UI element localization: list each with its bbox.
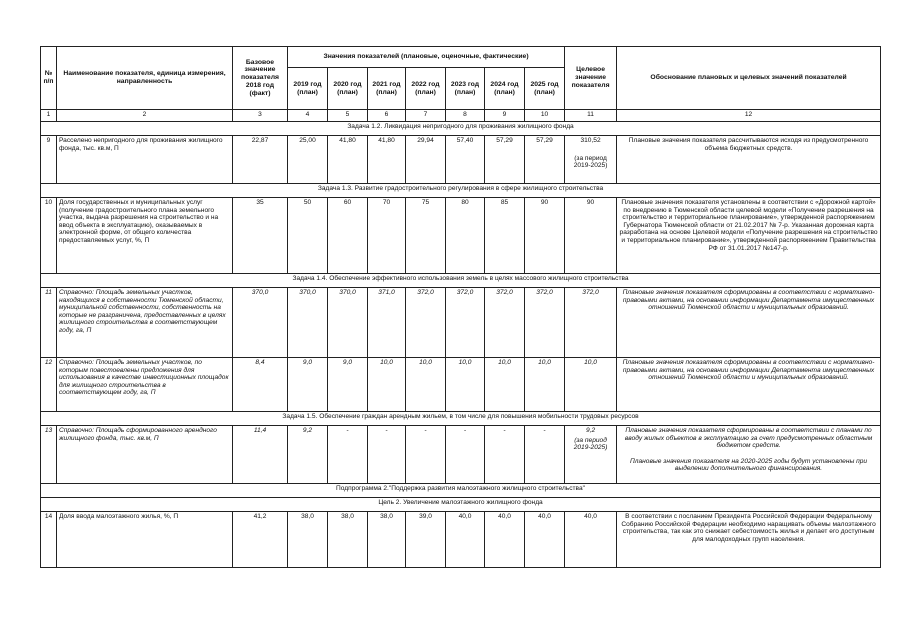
value-2021: - [368, 426, 406, 484]
value-2020: 370,0 [328, 288, 368, 358]
col-number: 9 [485, 110, 525, 122]
header-year-2024: 2024 год (план) [485, 68, 525, 110]
basis-text: Плановые значения показателя сформированы в соответствии с нормативно-правовыми актами, на основании информации Департамента имущественных отношений Тюменской области и муниципальных образований. [617, 358, 881, 412]
section-title: Задача 1.5. Обеспечение граждан арендным жильем, в том числе для повышения мобильности трудовых ресурсов [41, 412, 881, 426]
header-num: № п/п [41, 47, 57, 110]
col-number: 5 [328, 110, 368, 122]
target-value [565, 426, 617, 484]
col-number: 12 [617, 110, 881, 122]
target-value [565, 136, 617, 184]
col-number: 8 [446, 110, 485, 122]
col-number: 1 [41, 110, 57, 122]
subprogram-title: Подпрограмма 2."Поддержка развития малоэтажного жилищного строительства" [41, 484, 881, 498]
basis-text: Плановые значения показателя рассчитываются исходя из предусмотренного объема бюджетных средств. [617, 136, 881, 184]
value-2019: 9,0 [288, 358, 328, 412]
target-value: 10,0 [565, 358, 617, 412]
row-num: 14 [41, 512, 57, 568]
value-2025: 372,0 [525, 288, 565, 358]
col-number: 7 [406, 110, 446, 122]
header-year-2021: 2021 год (план) [368, 68, 406, 110]
value-2022: 10,0 [406, 358, 446, 412]
basis-text: Плановые значения показателя установлены в соответствии с «Дорожной картой» по внедрению в Тюменской области целевой модели «Получение разрешения на строительство и территориальное планирование», утвержденной распоряжением Губернатора Тюменской области от 21.02.2017 № 7-р. Указанная дорожная карта разработана на основе Целевой модели «Получение разрешения на строительство и территориальное планирование», утвержденной распоряжением Правительства РФ от 31.01.2017 №147-р. [617, 198, 881, 274]
col-number: 11 [565, 110, 617, 122]
value-2025: 10,0 [525, 358, 565, 412]
row-num: 11 [41, 288, 57, 358]
value-2022: - [406, 426, 446, 484]
value-2020: 41,80 [328, 136, 368, 184]
target-value: 372,0 [565, 288, 617, 358]
target-period-note: (за период 2019-2025) [573, 436, 608, 452]
col-number: 6 [368, 110, 406, 122]
value-2024: 10,0 [485, 358, 525, 412]
value-2019: 25,00 [288, 136, 328, 184]
value-2025: 57,29 [525, 136, 565, 184]
table-row [41, 512, 881, 568]
row-num: 9 [41, 136, 57, 184]
value-2021: 10,0 [368, 358, 406, 412]
basis-text: В соответствии с посланием Президента Российской Федерации Федеральному Собранию Российской Федерации необходимо наращивать объемы малоэтажного строительства, так как это снижает себестоимость жилья и делает его доступным для малодоходных групп населения. [617, 512, 881, 568]
col-number: 10 [525, 110, 565, 122]
indicator-name: Доля ввода малоэтажного жилья, %, П [57, 512, 233, 568]
col-number: 4 [288, 110, 328, 122]
value-2022: 75 [406, 198, 446, 274]
section-title: Задача 1.4. Обеспечение эффективного использования земель в целях массового жилищного строительства [41, 274, 881, 288]
indicators-table [40, 46, 881, 568]
value-2020: 60 [328, 198, 368, 274]
value-2020: 38,0 [328, 512, 368, 568]
col-number: 3 [233, 110, 288, 122]
table-row [41, 426, 881, 484]
indicator-name: Расселено непригодного для проживания жилищного фонда, тыс. кв.м, П [57, 136, 233, 184]
table-row [41, 198, 881, 274]
header-target: Целевое значение показателя [565, 47, 617, 110]
value-2023: 40,0 [446, 512, 485, 568]
section-title: Задача 1.2. Ликвидация непригодного для проживания жилищного фонда [41, 122, 881, 136]
value-2020: 9,0 [328, 358, 368, 412]
indicator-name: Справочно: Площадь земельных участков, находящихся в собственности Тюменской области, муниципальной собственности, собственность на которые не разграничена, предоставленных в целях жилищного строительства в соответствующем году, га, П [57, 288, 233, 358]
header-year-2020: 2020 год (план) [328, 68, 368, 110]
indicator-name: Доля государственных и муниципальных услуг (получение градостроительного плана земельного участка, выдача разрешения на строительство и на ввод объекта в эксплуатацию), оказываемых в электронной форме, от общего количества предоставляемых услуг, %, П [57, 198, 233, 274]
table-row [41, 136, 881, 184]
base-value: 22,87 [233, 136, 288, 184]
header-year-2025: 2025 год (план) [525, 68, 565, 110]
indicator-name: Справочно: Площадь сформированного арендного жилищного фонда, тыс. кв.м, П [57, 426, 233, 484]
value-2024: 40,0 [485, 512, 525, 568]
target-number: 9,2 [585, 427, 596, 434]
col-number: 2 [57, 110, 233, 122]
target-number: 310,52 [580, 137, 601, 144]
header-name: Наименование показателя, единица измерения, направленность [57, 47, 233, 110]
header-year-2023: 2023 год (план) [446, 68, 485, 110]
value-2021: 38,0 [368, 512, 406, 568]
value-2021: 70 [368, 198, 406, 274]
value-2019: 9,2 [288, 426, 328, 484]
value-2023: - [446, 426, 485, 484]
table-row [41, 288, 881, 358]
value-2023: 10,0 [446, 358, 485, 412]
value-2024: 85 [485, 198, 525, 274]
target-period-note: (за период 2019-2025) [573, 154, 608, 170]
value-2023: 80 [446, 198, 485, 274]
value-2021: 371,0 [368, 288, 406, 358]
basis-paragraph: Плановые значения показателя сформированы в соответствии с планами по вводу жилых объектов в эксплуатацию за счет предусмотренных областным бюджетом средств. [624, 427, 873, 450]
value-2022: 39,0 [406, 512, 446, 568]
value-2021: 41,80 [368, 136, 406, 184]
value-2024: 372,0 [485, 288, 525, 358]
header-base: Базовое значение показателя 2018 год (факт) [233, 47, 288, 110]
value-2025: 40,0 [525, 512, 565, 568]
section-title: Задача 1.3. Развитие градостроительного регулирования в сфере жилищного строительства [41, 184, 881, 198]
column-numbers-row [41, 110, 881, 122]
base-value: 11,4 [233, 426, 288, 484]
value-2023: 57,40 [446, 136, 485, 184]
header-year-2019: 2019 год (план) [288, 68, 328, 110]
table-row [41, 358, 881, 412]
indicator-name: Справочно: Площадь земельных участков, по которым повестоевлены предложения для использования в качестве инвестиционных площадок для жилищного строительства в соответствующем году, га, П [57, 358, 233, 412]
row-num: 13 [41, 426, 57, 484]
goal-title: Цель 2. Увеличение малоэтажного жилищного фонда [41, 498, 881, 512]
value-2023: 372,0 [446, 288, 485, 358]
value-2025: 90 [525, 198, 565, 274]
row-num: 12 [41, 358, 57, 412]
header-basis: Обоснование плановых и целевых значений показателей [617, 47, 881, 110]
base-value: 8,4 [233, 358, 288, 412]
base-value: 41,2 [233, 512, 288, 568]
target-value: 40,0 [565, 512, 617, 568]
value-2019: 38,0 [288, 512, 328, 568]
value-2020: - [328, 426, 368, 484]
value-2019: 370,0 [288, 288, 328, 358]
header-values-group: Значения показателей (плановые, оценочные, фактические) [288, 47, 565, 68]
value-2022: 372,0 [406, 288, 446, 358]
row-num: 10 [41, 198, 57, 274]
value-2022: 29,94 [406, 136, 446, 184]
target-value: 90 [565, 198, 617, 274]
basis-text: Плановые значения показателя сформированы в соответствии с нормативно-правовыми актами, на основании информации Департамента имущественных отношений Тюменской области и муниципальных образований. [617, 288, 881, 358]
base-value: 370,0 [233, 288, 288, 358]
value-2025: - [525, 426, 565, 484]
base-value: 35 [233, 198, 288, 274]
basis-paragraph-2: Плановые значения показателя на 2020-2025 годы будут установлены при выделении дополнительного финансирования. [630, 457, 868, 473]
value-2024: - [485, 426, 525, 484]
header-year-2022: 2022 год (план) [406, 68, 446, 110]
value-2019: 50 [288, 198, 328, 274]
value-2024: 57,29 [485, 136, 525, 184]
basis-text [617, 426, 881, 484]
